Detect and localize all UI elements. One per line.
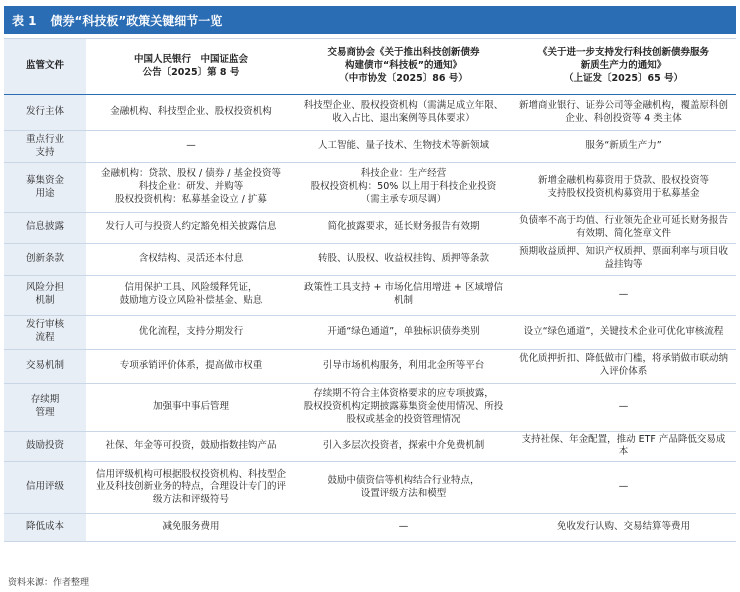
table-cell: 加强事中事后管理 [86,383,296,431]
row-label: 募集资金 用途 [4,163,86,213]
table-cell: — [511,275,736,315]
table-title-bar [4,6,736,34]
table-cell: 发行人可与投资人约定豁免相关披露信息 [86,213,296,244]
table-cell: 新增金融机构募资用于贷款、股权投资等 支持股权投资机构募资用于私募基金 [511,163,736,213]
table-cell: — [86,131,296,163]
header-cell: 监管文件 [4,39,86,95]
table-cell: 减免服务费用 [86,514,296,542]
row-label: 存续期 管理 [4,383,86,431]
table-number: 表 1 [12,13,37,28]
table-row [4,514,736,542]
table-cell: 引入多层次投资者，探索中介免费机制 [296,431,511,462]
table-cell: 支持社保、年金配置，推动 ETF 产品降低交易成本 [511,431,736,462]
table-cell: — [511,462,736,514]
row-label: 风险分担 机制 [4,275,86,315]
table-cell: — [511,383,736,431]
table-cell: 科技企业：生产经营 股权投资机构：50% 以上用于科技企业投资（需主承专项尽调） [296,163,511,213]
header-cell: 《关于进一步支持发行科技创新债券服务 新质生产力的通知》 （上证发〔2025〕65 号） [511,39,736,95]
table-row [4,95,736,131]
table-header-row [4,39,736,95]
table-cell: 金融机构、科技型企业、股权投资机构 [86,95,296,131]
table-cell: 信用评级机构可根据股权投资机构、科技型企业及科技创新业务的特点，合理设计专门的评级方法和评级符号 [86,462,296,514]
header-cell: 中国人民银行 中国证监会 公告〔2025〕第 8 号 [86,39,296,95]
table-cell: 金融机构：贷款、股权 / 债券 / 基金投资等 科技企业：研发、并购等 股权投资机构：私募基金设立 / 扩募 [86,163,296,213]
table-cell: 简化披露要求，延长财务报告有效期 [296,213,511,244]
table-cell: 信用保护工具、风险缓释凭证， 鼓励地方设立风险补偿基金、贴息 [86,275,296,315]
row-label: 发行主体 [4,95,86,131]
table-cell: 预期收益质押、知识产权质押、票面利率与项目收益挂钩等 [511,243,736,275]
row-label: 鼓励投资 [4,431,86,462]
table-cell: 政策性工具支持 + 市场化信用增进 + 区域增信机制 [296,275,511,315]
table-cell: 负债率不高于均值、行业领先企业可延长财务报告有效期、简化签章文件 [511,213,736,244]
table-cell: 免收发行认购、交易结算等费用 [511,514,736,542]
table-cell: 存续期不符合主体资格要求的应专项披露， 股权投资机构定期披露募集资金使用情况、所投股权或基金的投资管理情况 [296,383,511,431]
table-row [4,243,736,275]
table-cell: 人工智能、量子技术、生物技术等新领域 [296,131,511,163]
table-row [4,383,736,431]
table-row [4,431,736,462]
table-cell: 优化质押折扣、降低做市门槛，将承销做市联动纳入评价体系 [511,349,736,383]
header-cell: 交易商协会《关于推出科技创新债券 构建债市“科技板”的通知》 （中市协发〔2025〕86 号） [296,39,511,95]
table-cell: 设立“绿色通道”，关键技术企业可优化审核流程 [511,315,736,349]
table-cell: 科技型企业、股权投资机构（需满足成立年限、收入占比、退出案例等具体要求） [296,95,511,131]
table-cell: 引导市场机构服务，利用北金所等平台 [296,349,511,383]
table-cell: 新增商业银行、证券公司等金融机构，覆盖原科创企业、科创投资等 4 类主体 [511,95,736,131]
row-label: 重点行业 支持 [4,131,86,163]
table-cell: 社保、年金等可投资，鼓励指数挂钩产品 [86,431,296,462]
source-note: 资料来源：作者整理 [8,578,90,588]
table-cell: 专项承销评价体系，提高做市权重 [86,349,296,383]
table-row [4,163,736,213]
policy-table [4,38,736,542]
table-row [4,131,736,163]
table-row [4,315,736,349]
table-cell: 含权结构、灵活还本付息 [86,243,296,275]
table-cell: 鼓励中债资信等机构结合行业特点， 设置评级方法和模型 [296,462,511,514]
row-label: 降低成本 [4,514,86,542]
row-label: 信用评级 [4,462,86,514]
row-label: 信息披露 [4,213,86,244]
table-cell: 优化流程，支持分期发行 [86,315,296,349]
table-cell: 开通“绿色通道”，单独标识债券类别 [296,315,511,349]
table-row [4,275,736,315]
row-label: 交易机制 [4,349,86,383]
table-cell: 转股、认股权、收益权挂钩、质押等条款 [296,243,511,275]
row-label: 发行审核 流程 [4,315,86,349]
table-row [4,213,736,244]
table-cell: 服务“新质生产力” [511,131,736,163]
table-body [4,95,736,542]
table-cell: — [296,514,511,542]
table-row [4,349,736,383]
table-title: 债券“科技板”政策关键细节一览 [50,13,223,28]
row-label: 创新条款 [4,243,86,275]
table-row [4,462,736,514]
